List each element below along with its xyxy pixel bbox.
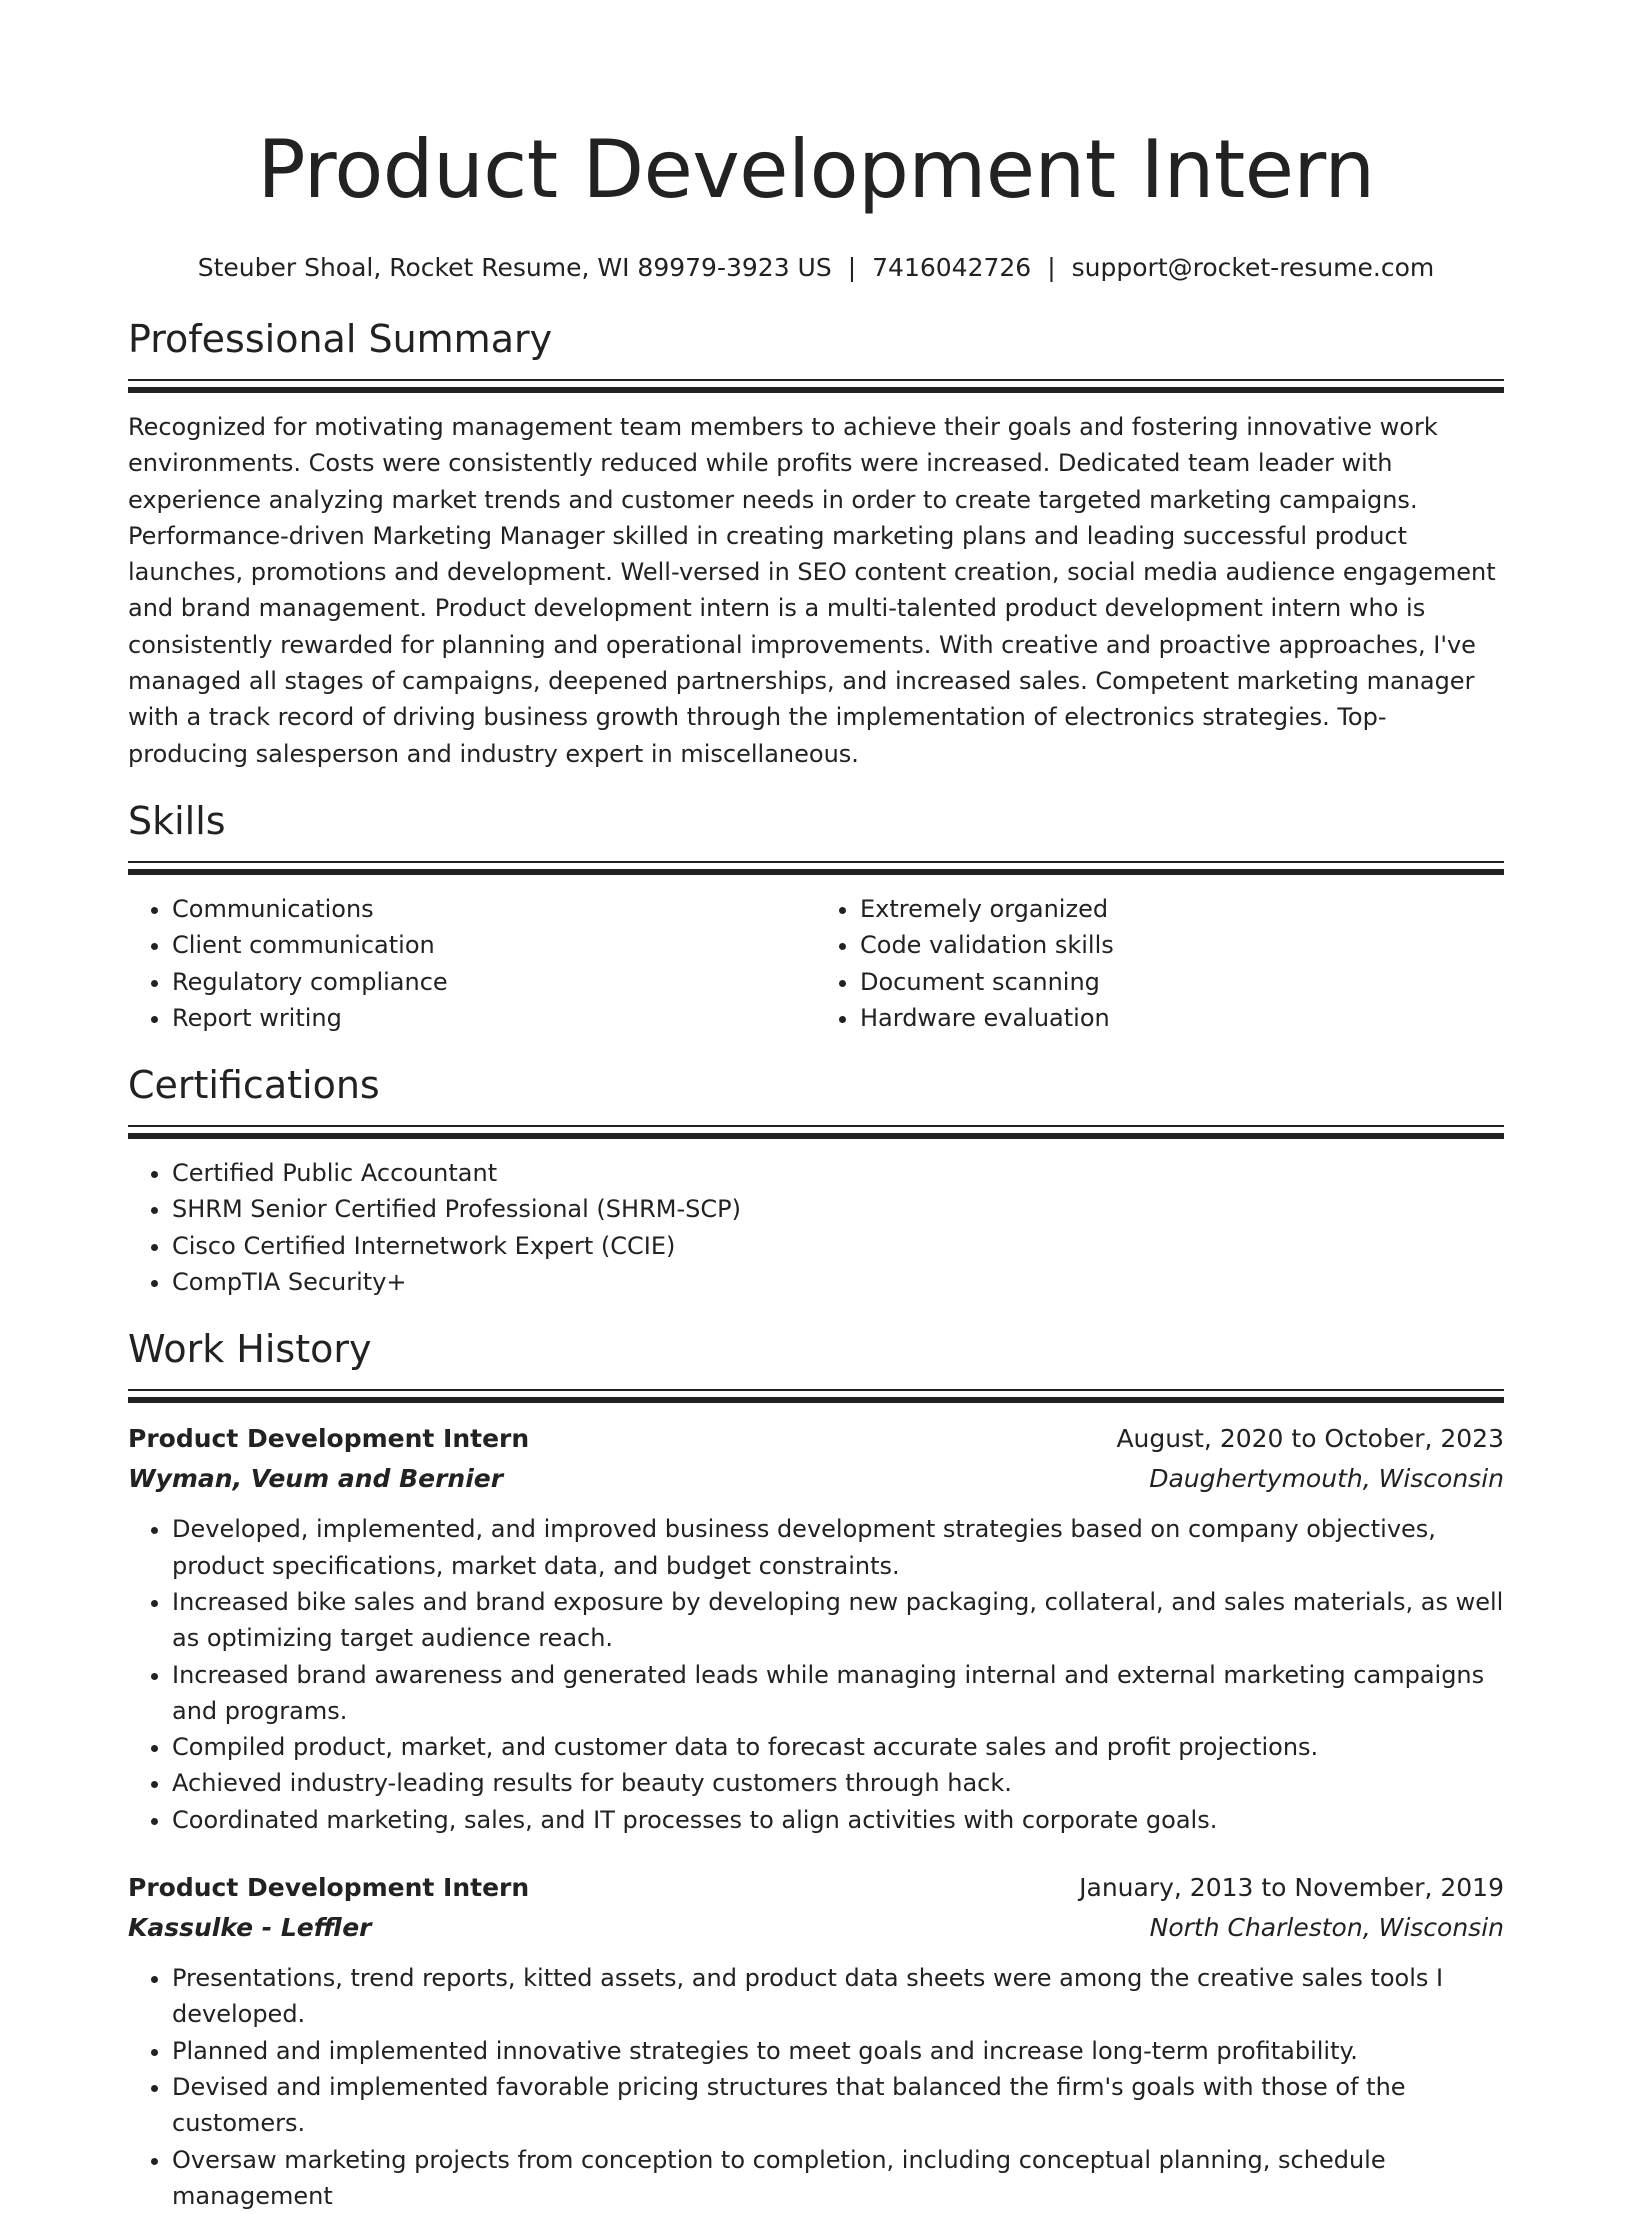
section-heading-work-history: Work History <box>128 1324 1504 1374</box>
section-heading-certifications: Certifications <box>128 1060 1504 1110</box>
skill-item: • Regulatory compliance <box>172 964 816 1000</box>
job-dates: January, 2013 to November, 2019 <box>1079 1868 1504 1908</box>
summary-text: Recognized for motivating management team members to achieve their goals and fostering innovative work environments. Costs were consistently reduced while profits were increased. Dedicated team leader with experience analyzing market trends and customer needs in order to create targeted marketing campaigns. Performance-driven Marketing Manager skilled in creating marketing plans and leading successful product launches, promotions and development. Well-versed in SEO content creation, social media audience engagement and brand management. Product development intern is a multi-talented product development intern who is consistently rewarded for planning and operational improvements. With creative and proactive approaches, I've managed all stages of campaigns, deepened partnerships, and increased sales. Competent marketing manager with a track record of driving business growth through the implementation of electronics strategies. Top-producing salesperson and industry expert in miscellaneous. <box>128 409 1504 772</box>
certification-item: • SHRM Senior Certified Professional (SHRM-SCP) <box>172 1191 1504 1227</box>
job-dates: August, 2020 to October, 2023 <box>1116 1419 1504 1459</box>
job-bullet: • Developed, implemented, and improved business development strategies based on company objectives, product specifications, market data, and budget constraints. <box>172 1511 1504 1584</box>
contact-address: Steuber Shoal, Rocket Resume, WI 89979-3923 US <box>198 253 832 282</box>
job-bullet: • Presentations, trend reports, kitted assets, and product data sheets were among the creative sales tools I developed. <box>172 1960 1504 2033</box>
work-history-section <box>128 1324 1504 2214</box>
job-bullet: • Oversaw marketing projects from conception to completion, including conceptual planning, schedule management <box>172 2142 1504 2214</box>
job-bullet: • Achieved industry-leading results for beauty customers through hack. <box>172 1765 1504 1801</box>
job-bullet: • Coordinated marketing, sales, and IT processes to align activities with corporate goals. <box>172 1802 1504 1838</box>
section-heading-summary: Professional Summary <box>128 314 1504 364</box>
skill-item: • Communications <box>172 891 816 927</box>
job-location: North Charleston, Wisconsin <box>1150 1908 1504 1948</box>
job-company: Wyman, Veum and Bernier <box>128 1459 503 1499</box>
job-bullet: • Planned and implemented innovative strategies to meet goals and increase long-term profitability. <box>172 2033 1504 2069</box>
contact-separator: | <box>1031 253 1071 282</box>
skills-section <box>128 796 1504 1036</box>
contact-line <box>128 250 1504 286</box>
job-header <box>128 1419 1504 1459</box>
certification-item: • Cisco Certified Internetwork Expert (CCIE) <box>172 1228 1504 1264</box>
resume-title: Product Development Intern <box>128 0 1504 224</box>
job-title: Product Development Intern <box>128 1868 529 1908</box>
summary-section <box>128 314 1504 772</box>
section-divider <box>128 1389 1504 1403</box>
certification-item: • Certified Public Accountant <box>172 1155 1504 1191</box>
job-header <box>128 1868 1504 1908</box>
section-divider <box>128 1125 1504 1139</box>
job-bullet: • Devised and implemented favorable pricing structures that balanced the firm's goals with those of the customers. <box>172 2069 1504 2142</box>
skills-columns <box>128 891 1504 1036</box>
skill-item: • Report writing <box>172 1000 816 1036</box>
job-entry <box>128 1419 1504 1838</box>
job-company: Kassulke - Leffler <box>128 1908 371 1948</box>
skill-item: • Extremely organized <box>860 891 1504 927</box>
certifications-section <box>128 1060 1504 1300</box>
job-location: Daughertymouth, Wisconsin <box>1149 1459 1504 1499</box>
job-bullets <box>128 1511 1504 1838</box>
section-divider <box>128 379 1504 393</box>
job-bullet: • Increased bike sales and brand exposure by developing new packaging, collateral, and sales materials, as well as optimizing target audience reach. <box>172 1584 1504 1657</box>
skill-item: • Client communication <box>172 927 816 963</box>
job-subheader <box>128 1459 1504 1499</box>
certifications-list <box>128 1155 1504 1300</box>
contact-phone: 7416042726 <box>872 253 1031 282</box>
skill-item: • Code validation skills <box>860 927 1504 963</box>
section-divider <box>128 861 1504 875</box>
certification-item: • CompTIA Security+ <box>172 1264 1504 1300</box>
skill-item: • Hardware evaluation <box>860 1000 1504 1036</box>
contact-email: support@rocket-resume.com <box>1072 253 1435 282</box>
skills-list-left <box>128 891 816 1036</box>
job-bullet: • Increased brand awareness and generated leads while managing internal and external marketing campaigns and programs. <box>172 1657 1504 1730</box>
job-subheader <box>128 1908 1504 1948</box>
job-entry <box>128 1868 1504 2214</box>
job-bullets <box>128 1960 1504 2214</box>
job-bullet: • Compiled product, market, and customer data to forecast accurate sales and profit projections. <box>172 1729 1504 1765</box>
skills-list-right <box>816 891 1504 1036</box>
contact-separator: | <box>832 253 872 282</box>
section-heading-skills: Skills <box>128 796 1504 846</box>
skill-item: • Document scanning <box>860 964 1504 1000</box>
job-title: Product Development Intern <box>128 1419 529 1459</box>
